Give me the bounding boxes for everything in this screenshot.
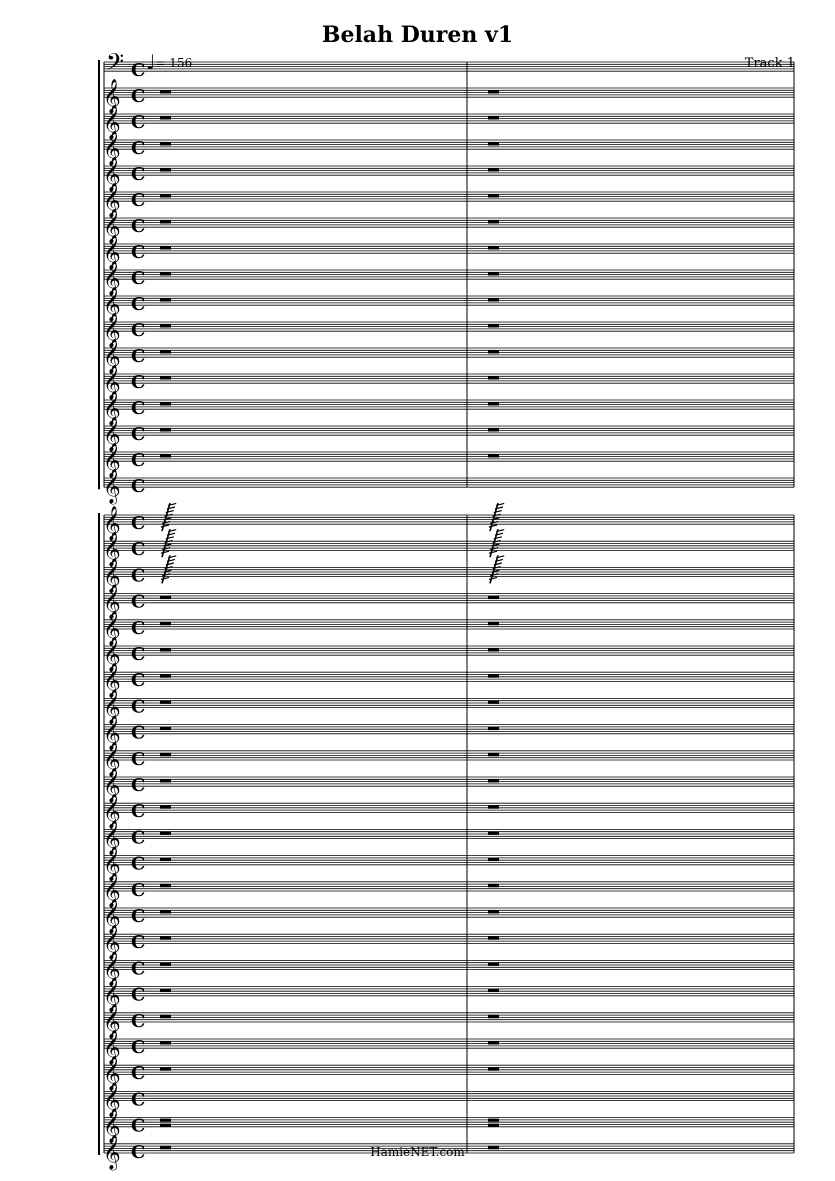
whole-rest-icon <box>160 376 171 380</box>
time-signature: C <box>131 216 146 237</box>
whole-rest-icon <box>488 596 499 600</box>
whole-rest-icon <box>160 700 171 704</box>
time-signature: C <box>131 801 146 823</box>
whole-rest-icon <box>488 454 499 458</box>
whole-rest-icon <box>160 910 171 914</box>
whole-rest-icon <box>160 428 171 432</box>
whole-rest-icon <box>488 298 499 302</box>
treble-clef-icon: 𝄞 <box>103 925 121 961</box>
treble-clef-icon: 𝄞 <box>103 741 121 777</box>
time-signature: C <box>131 112 146 133</box>
treble-clef-icon: 𝄞 <box>103 663 121 699</box>
treble-clef-icon: 𝄞 <box>103 339 121 374</box>
whole-rest-icon <box>160 246 171 250</box>
time-signature: C <box>131 1089 146 1111</box>
whole-rest-icon <box>488 831 499 835</box>
whole-rest-icon <box>160 858 171 862</box>
treble-clef-icon: 𝄞 <box>103 951 121 987</box>
time-signature: C <box>131 775 146 796</box>
time-signature: C <box>131 346 146 367</box>
whole-rest-icon <box>488 962 499 966</box>
time-signature: C <box>131 164 146 185</box>
treble-clef-icon: 𝄞 <box>103 209 121 244</box>
treble-clef-icon: 𝄞 <box>103 820 121 856</box>
time-signature: C <box>131 242 146 263</box>
treble-clef-icon: 𝄞 <box>103 313 121 348</box>
whole-rest-icon <box>488 674 499 678</box>
whole-rest-icon <box>488 350 499 354</box>
treble-clef-icon: 𝄞 <box>103 235 121 270</box>
treble-clef-icon: 𝄞 <box>103 689 121 725</box>
whole-rest-icon <box>488 884 499 888</box>
treble-clef-icon: 𝄞 <box>103 610 121 646</box>
whole-rest-icon <box>160 727 171 731</box>
bass-clef-icon: 𝄢 <box>106 48 125 81</box>
time-signature: C <box>131 476 146 497</box>
whole-rest-icon <box>160 779 171 783</box>
whole-rest-icon <box>160 220 171 224</box>
whole-rest-icon <box>488 936 499 940</box>
time-signature: C <box>131 958 146 980</box>
treble-clef-icon: 𝄞 <box>103 105 121 140</box>
time-signature: C <box>131 591 146 613</box>
treble-clef-icon: 𝄞 <box>103 391 121 426</box>
treble-clef-icon: 𝄞 <box>103 131 121 166</box>
whole-rest-icon <box>488 324 499 328</box>
treble-clef-icon: 𝄞 <box>103 768 121 803</box>
time-signature: C <box>131 932 146 954</box>
treble-clef-icon: 𝄞 <box>103 1082 121 1118</box>
whole-rest-icon <box>160 1015 171 1019</box>
whole-rest-icon <box>488 402 499 406</box>
whole-rest-icon <box>160 1119 171 1122</box>
whole-rest-icon <box>160 454 171 458</box>
whole-rest-icon <box>160 1067 171 1071</box>
whole-rest-icon <box>160 272 171 276</box>
treble-clef-icon: 𝄞 <box>103 899 121 934</box>
time-signature: C <box>131 617 146 639</box>
whole-rest-icon <box>488 700 499 704</box>
whole-rest-icon <box>160 884 171 888</box>
whole-rest-icon <box>488 622 499 626</box>
whole-rest-icon <box>160 194 171 198</box>
treble-clef-icon: 𝄞 <box>103 715 121 751</box>
whole-rest-icon <box>160 962 171 966</box>
time-signature: C <box>131 450 146 471</box>
whole-rest-icon <box>488 194 499 198</box>
time-signature: C <box>131 565 146 587</box>
whole-rest-icon <box>160 402 171 406</box>
time-signature: C <box>131 294 146 315</box>
whole-rest-icon <box>160 350 171 354</box>
whole-rest-icon <box>488 1041 499 1045</box>
whole-rest-icon <box>160 168 171 172</box>
track-label: Track 1 <box>744 56 795 71</box>
time-signature: C <box>131 513 146 534</box>
whole-rest-icon <box>488 727 499 731</box>
time-signature: C <box>131 372 146 393</box>
time-signature: C <box>131 670 146 692</box>
tremolo-beam-icon <box>161 525 169 527</box>
whole-rest-icon <box>488 428 499 432</box>
time-signature: C <box>131 539 146 561</box>
time-signature: C <box>131 138 146 159</box>
treble-clef-icon: 𝄞 <box>103 469 121 504</box>
whole-rest-icon <box>488 1119 499 1122</box>
tremolo-beam-icon <box>161 577 169 579</box>
time-signature: C <box>131 984 146 1006</box>
time-signature: C <box>131 320 146 341</box>
tremolo-beam-icon <box>161 551 169 553</box>
treble-clef-icon: 𝄞 <box>103 872 121 908</box>
whole-rest-icon <box>160 596 171 600</box>
whole-rest-icon <box>160 989 171 993</box>
time-signature: C <box>131 1141 146 1163</box>
time-signature: C <box>131 722 146 744</box>
time-signature: C <box>131 644 146 665</box>
treble-clef-icon: 𝄞 <box>103 584 121 620</box>
treble-clef-icon: 𝄞 <box>103 532 121 568</box>
whole-rest-icon <box>160 142 171 146</box>
whole-rest-icon <box>488 142 499 146</box>
treble-clef-icon: 𝄞 <box>103 558 121 594</box>
treble-clef-icon: 𝄞 <box>103 79 121 114</box>
whole-rest-icon <box>488 116 499 120</box>
time-signature: C <box>131 748 146 770</box>
treble-clef-icon: 𝄞 <box>103 977 121 1013</box>
time-signature: C <box>131 60 146 81</box>
time-signature: C <box>131 190 146 211</box>
time-signature: C <box>131 879 146 901</box>
whole-rest-icon <box>488 220 499 224</box>
whole-rest-icon <box>160 674 171 678</box>
treble-clef-icon: 𝄞 <box>103 1134 121 1170</box>
whole-rest-icon <box>488 90 499 94</box>
treble-clef-icon: 𝄞 <box>103 365 121 400</box>
treble-clef-icon: 𝄞 <box>103 1108 121 1144</box>
whole-rest-icon <box>160 298 171 302</box>
treble-clef-icon: 𝄞 <box>103 1056 121 1092</box>
treble-clef-icon: 𝄞 <box>103 794 121 830</box>
treble-clef-icon: 𝄞 <box>103 287 121 322</box>
tremolo-beam-icon <box>489 551 497 553</box>
time-signature: C <box>131 398 146 419</box>
time-signature: C <box>131 696 146 718</box>
whole-rest-icon <box>488 376 499 380</box>
treble-clef-icon: 𝄞 <box>103 846 121 882</box>
treble-clef-icon: 𝄞 <box>103 443 121 478</box>
whole-rest-icon <box>160 753 171 757</box>
whole-rest-icon <box>160 622 171 626</box>
whole-rest-icon <box>160 936 171 940</box>
whole-rest-icon <box>488 272 499 276</box>
time-signature: C <box>131 424 146 445</box>
whole-rest-icon <box>488 858 499 862</box>
whole-rest-icon <box>160 116 171 120</box>
score-title: Belah Duren v1 <box>321 22 514 48</box>
treble-clef-icon: 𝄞 <box>103 506 121 541</box>
time-signature: C <box>131 268 146 289</box>
whole-rest-icon <box>160 831 171 835</box>
footer-credit: HamieNET.com <box>370 1145 465 1159</box>
time-signature: C <box>131 853 146 875</box>
whole-rest-icon <box>160 324 171 328</box>
treble-clef-icon: 𝄞 <box>103 417 121 452</box>
whole-rest-icon <box>488 1124 499 1127</box>
quarter-note-icon: ♩ <box>146 50 156 74</box>
whole-rest-icon <box>488 1015 499 1019</box>
whole-rest-icon <box>488 805 499 809</box>
whole-rest-icon <box>488 1067 499 1071</box>
whole-rest-icon <box>488 168 499 172</box>
time-signature: C <box>131 827 146 849</box>
whole-rest-icon <box>160 1124 171 1127</box>
treble-clef-icon: 𝄞 <box>103 261 121 296</box>
treble-clef-icon: 𝄞 <box>103 637 121 672</box>
time-signature: C <box>131 906 146 927</box>
whole-rest-icon <box>488 779 499 783</box>
treble-clef-icon: 𝄞 <box>103 1003 121 1039</box>
time-signature: C <box>131 1010 146 1032</box>
whole-rest-icon <box>488 989 499 993</box>
whole-rest-icon <box>160 805 171 809</box>
whole-rest-icon <box>488 648 499 652</box>
whole-rest-icon <box>488 910 499 914</box>
time-signature: C <box>131 1115 146 1137</box>
whole-rest-icon <box>488 246 499 250</box>
tremolo-beam-icon <box>489 577 497 579</box>
treble-clef-icon: 𝄞 <box>103 1030 121 1065</box>
tremolo-beam-icon <box>489 525 497 527</box>
whole-rest-icon <box>160 1041 171 1045</box>
whole-rest-icon <box>160 648 171 652</box>
time-signature: C <box>131 1037 146 1058</box>
whole-rest-icon <box>488 753 499 757</box>
treble-clef-icon: 𝄞 <box>103 157 121 192</box>
tempo-value: = 156 <box>155 56 193 70</box>
time-signature: C <box>131 1063 146 1085</box>
time-signature: C <box>131 86 146 107</box>
whole-rest-icon <box>160 90 171 94</box>
treble-clef-icon: 𝄞 <box>103 183 121 218</box>
